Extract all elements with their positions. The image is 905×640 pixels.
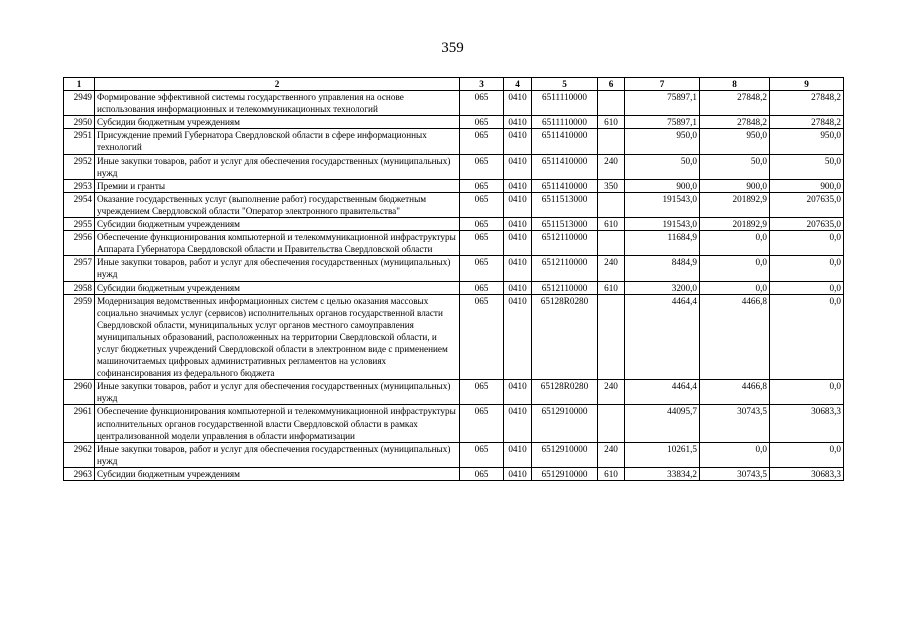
amount-col9: 0,0 bbox=[770, 281, 844, 294]
amount-col9: 207635,0 bbox=[770, 192, 844, 217]
row-number: 2957 bbox=[64, 256, 95, 281]
table-row bbox=[64, 179, 844, 192]
code-expense-type: 350 bbox=[598, 179, 625, 192]
code-section: 0410 bbox=[504, 116, 532, 129]
row-name: Формирование эффективной системы государственного управления на основе использования информационных и телекоммуникационных технологий bbox=[95, 91, 460, 116]
table-row bbox=[64, 116, 844, 129]
code-section: 0410 bbox=[504, 231, 532, 256]
amount-col8: 27848,2 bbox=[700, 116, 770, 129]
amount-col9: 30683,3 bbox=[770, 467, 844, 480]
row-number: 2963 bbox=[64, 467, 95, 480]
table-row bbox=[64, 405, 844, 442]
code-ministry: 065 bbox=[460, 467, 504, 480]
table-row bbox=[64, 467, 844, 480]
amount-col7: 11684,9 bbox=[625, 231, 700, 256]
row-name: Модернизация ведомственных информационных систем с целью оказания массовых социально значимых услуг (сервисов) исполнительных органов государственной власти Свердловской области, муниципальных услуг органов местного самоуправления муниципальных образований, расположенных на территории Свердловской области, и услуг бюджетных учреждений Свердловской области в электронном виде с применением машиночитаемых цифровых административных регламентов на условиях софинансирования из федерального бюджета bbox=[95, 294, 460, 380]
row-number: 2949 bbox=[64, 91, 95, 116]
row-name: Субсидии бюджетным учреждениям bbox=[95, 467, 460, 480]
amount-col7: 33834,2 bbox=[625, 467, 700, 480]
table-row bbox=[64, 442, 844, 467]
amount-col8: 30743,5 bbox=[700, 405, 770, 442]
table-row bbox=[64, 154, 844, 179]
amount-col7: 44095,7 bbox=[625, 405, 700, 442]
row-number: 2962 bbox=[64, 442, 95, 467]
code-ministry: 065 bbox=[460, 192, 504, 217]
code-section: 0410 bbox=[504, 380, 532, 405]
amount-col7: 50,0 bbox=[625, 154, 700, 179]
code-expense-type: 240 bbox=[598, 442, 625, 467]
table-row bbox=[64, 129, 844, 154]
code-expense-type: 240 bbox=[598, 154, 625, 179]
code-target: 6511110000 bbox=[532, 91, 598, 116]
amount-col9: 0,0 bbox=[770, 380, 844, 405]
amount-col9: 900,0 bbox=[770, 179, 844, 192]
amount-col7: 950,0 bbox=[625, 129, 700, 154]
code-section: 0410 bbox=[504, 154, 532, 179]
row-name: Иные закупки товаров, работ и услуг для обеспечения государственных (муниципальных) нужд bbox=[95, 442, 460, 467]
code-section: 0410 bbox=[504, 405, 532, 442]
row-name: Субсидии бюджетным учреждениям bbox=[95, 116, 460, 129]
budget-table bbox=[63, 77, 844, 481]
code-expense-type bbox=[598, 405, 625, 442]
code-target: 6511410000 bbox=[532, 129, 598, 154]
column-header: 5 bbox=[532, 78, 598, 91]
column-header: 1 bbox=[64, 78, 95, 91]
code-ministry: 065 bbox=[460, 218, 504, 231]
row-number: 2959 bbox=[64, 294, 95, 380]
column-header: 9 bbox=[770, 78, 844, 91]
amount-col7: 75897,1 bbox=[625, 116, 700, 129]
table-row bbox=[64, 281, 844, 294]
table-row bbox=[64, 231, 844, 256]
code-ministry: 065 bbox=[460, 179, 504, 192]
amount-col8: 50,0 bbox=[700, 154, 770, 179]
code-section: 0410 bbox=[504, 256, 532, 281]
table-header-row bbox=[64, 78, 844, 91]
amount-col8: 0,0 bbox=[700, 231, 770, 256]
table-row bbox=[64, 256, 844, 281]
table-row bbox=[64, 294, 844, 380]
amount-col7: 191543,0 bbox=[625, 218, 700, 231]
code-expense-type bbox=[598, 129, 625, 154]
amount-col8: 900,0 bbox=[700, 179, 770, 192]
amount-col9: 0,0 bbox=[770, 231, 844, 256]
code-ministry: 065 bbox=[460, 380, 504, 405]
amount-col9: 0,0 bbox=[770, 442, 844, 467]
amount-col9: 950,0 bbox=[770, 129, 844, 154]
table-row bbox=[64, 192, 844, 217]
row-number: 2956 bbox=[64, 231, 95, 256]
code-target: 6511110000 bbox=[532, 116, 598, 129]
code-section: 0410 bbox=[504, 218, 532, 231]
code-section: 0410 bbox=[504, 294, 532, 380]
column-header: 3 bbox=[460, 78, 504, 91]
code-target: 6512910000 bbox=[532, 442, 598, 467]
code-section: 0410 bbox=[504, 129, 532, 154]
code-expense-type bbox=[598, 192, 625, 217]
row-name: Обеспечение функционирования компьютерной и телекоммуникационной инфраструктуры Аппарата Губернатора Свердловской области и Правительства Свердловской области bbox=[95, 231, 460, 256]
row-number: 2955 bbox=[64, 218, 95, 231]
code-target: 6512910000 bbox=[532, 467, 598, 480]
code-expense-type bbox=[598, 231, 625, 256]
table-row bbox=[64, 218, 844, 231]
amount-col7: 4464,4 bbox=[625, 380, 700, 405]
row-name: Субсидии бюджетным учреждениям bbox=[95, 218, 460, 231]
code-target: 6512110000 bbox=[532, 281, 598, 294]
code-target: 6511410000 bbox=[532, 154, 598, 179]
code-target: 65128R0280 bbox=[532, 380, 598, 405]
amount-col9: 27848,2 bbox=[770, 91, 844, 116]
row-name: Иные закупки товаров, работ и услуг для обеспечения государственных (муниципальных) нужд bbox=[95, 256, 460, 281]
code-ministry: 065 bbox=[460, 116, 504, 129]
table-body bbox=[64, 91, 844, 481]
amount-col9: 30683,3 bbox=[770, 405, 844, 442]
row-number: 2954 bbox=[64, 192, 95, 217]
amount-col7: 8484,9 bbox=[625, 256, 700, 281]
code-expense-type bbox=[598, 91, 625, 116]
amount-col7: 191543,0 bbox=[625, 192, 700, 217]
amount-col7: 900,0 bbox=[625, 179, 700, 192]
code-target: 6511513000 bbox=[532, 192, 598, 217]
amount-col7: 75897,1 bbox=[625, 91, 700, 116]
row-number: 2953 bbox=[64, 179, 95, 192]
column-header: 4 bbox=[504, 78, 532, 91]
code-target: 6512110000 bbox=[532, 231, 598, 256]
code-expense-type: 610 bbox=[598, 281, 625, 294]
row-name: Присуждение премий Губернатора Свердловской области в сфере информационных технологий bbox=[95, 129, 460, 154]
row-name: Иные закупки товаров, работ и услуг для обеспечения государственных (муниципальных) нужд bbox=[95, 380, 460, 405]
code-ministry: 065 bbox=[460, 154, 504, 179]
page-number: 359 bbox=[441, 40, 464, 56]
amount-col7: 10261,5 bbox=[625, 442, 700, 467]
row-number: 2952 bbox=[64, 154, 95, 179]
code-expense-type bbox=[598, 294, 625, 380]
code-section: 0410 bbox=[504, 179, 532, 192]
amount-col9: 27848,2 bbox=[770, 116, 844, 129]
amount-col8: 4466,8 bbox=[700, 294, 770, 380]
code-ministry: 065 bbox=[460, 231, 504, 256]
amount-col9: 0,0 bbox=[770, 294, 844, 380]
amount-col8: 201892,9 bbox=[700, 218, 770, 231]
code-section: 0410 bbox=[504, 192, 532, 217]
row-name: Иные закупки товаров, работ и услуг для обеспечения государственных (муниципальных) нужд bbox=[95, 154, 460, 179]
row-number: 2951 bbox=[64, 129, 95, 154]
code-expense-type: 610 bbox=[598, 467, 625, 480]
amount-col9: 207635,0 bbox=[770, 218, 844, 231]
code-ministry: 065 bbox=[460, 405, 504, 442]
row-name: Обеспечение функционирования компьютерной и телекоммуникационной инфраструктуры исполнительных органов государственной власти Свердловской области в рамках централизованной модели управления в области информатизации bbox=[95, 405, 460, 442]
code-expense-type: 610 bbox=[598, 218, 625, 231]
amount-col8: 950,0 bbox=[700, 129, 770, 154]
table-row bbox=[64, 380, 844, 405]
code-target: 65128R0280 bbox=[532, 294, 598, 380]
code-section: 0410 bbox=[504, 467, 532, 480]
amount-col8: 0,0 bbox=[700, 256, 770, 281]
amount-col8: 30743,5 bbox=[700, 467, 770, 480]
code-section: 0410 bbox=[504, 281, 532, 294]
code-target: 6512110000 bbox=[532, 256, 598, 281]
code-ministry: 065 bbox=[460, 442, 504, 467]
amount-col9: 50,0 bbox=[770, 154, 844, 179]
code-ministry: 065 bbox=[460, 294, 504, 380]
row-name: Субсидии бюджетным учреждениям bbox=[95, 281, 460, 294]
amount-col8: 0,0 bbox=[700, 442, 770, 467]
row-number: 2961 bbox=[64, 405, 95, 442]
column-header: 6 bbox=[598, 78, 625, 91]
code-ministry: 065 bbox=[460, 91, 504, 116]
amount-col8: 4466,8 bbox=[700, 380, 770, 405]
code-target: 6512910000 bbox=[532, 405, 598, 442]
amount-col8: 201892,9 bbox=[700, 192, 770, 217]
column-header: 2 bbox=[95, 78, 460, 91]
code-expense-type: 240 bbox=[598, 380, 625, 405]
code-ministry: 065 bbox=[460, 129, 504, 154]
table-row bbox=[64, 91, 844, 116]
code-ministry: 065 bbox=[460, 256, 504, 281]
column-header: 8 bbox=[700, 78, 770, 91]
code-ministry: 065 bbox=[460, 281, 504, 294]
amount-col9: 0,0 bbox=[770, 256, 844, 281]
code-section: 0410 bbox=[504, 91, 532, 116]
code-expense-type: 240 bbox=[598, 256, 625, 281]
row-number: 2958 bbox=[64, 281, 95, 294]
column-header: 7 bbox=[625, 78, 700, 91]
row-name: Премии и гранты bbox=[95, 179, 460, 192]
amount-col8: 0,0 bbox=[700, 281, 770, 294]
row-number: 2950 bbox=[64, 116, 95, 129]
code-target: 6511513000 bbox=[532, 218, 598, 231]
amount-col7: 3200,0 bbox=[625, 281, 700, 294]
amount-col8: 27848,2 bbox=[700, 91, 770, 116]
code-expense-type: 610 bbox=[598, 116, 625, 129]
row-name: Оказание государственных услуг (выполнение работ) государственным бюджетным учреждением Свердловской области "Оператор электронного правительства" bbox=[95, 192, 460, 217]
code-section: 0410 bbox=[504, 442, 532, 467]
amount-col7: 4464,4 bbox=[625, 294, 700, 380]
row-number: 2960 bbox=[64, 380, 95, 405]
code-target: 6511410000 bbox=[532, 179, 598, 192]
